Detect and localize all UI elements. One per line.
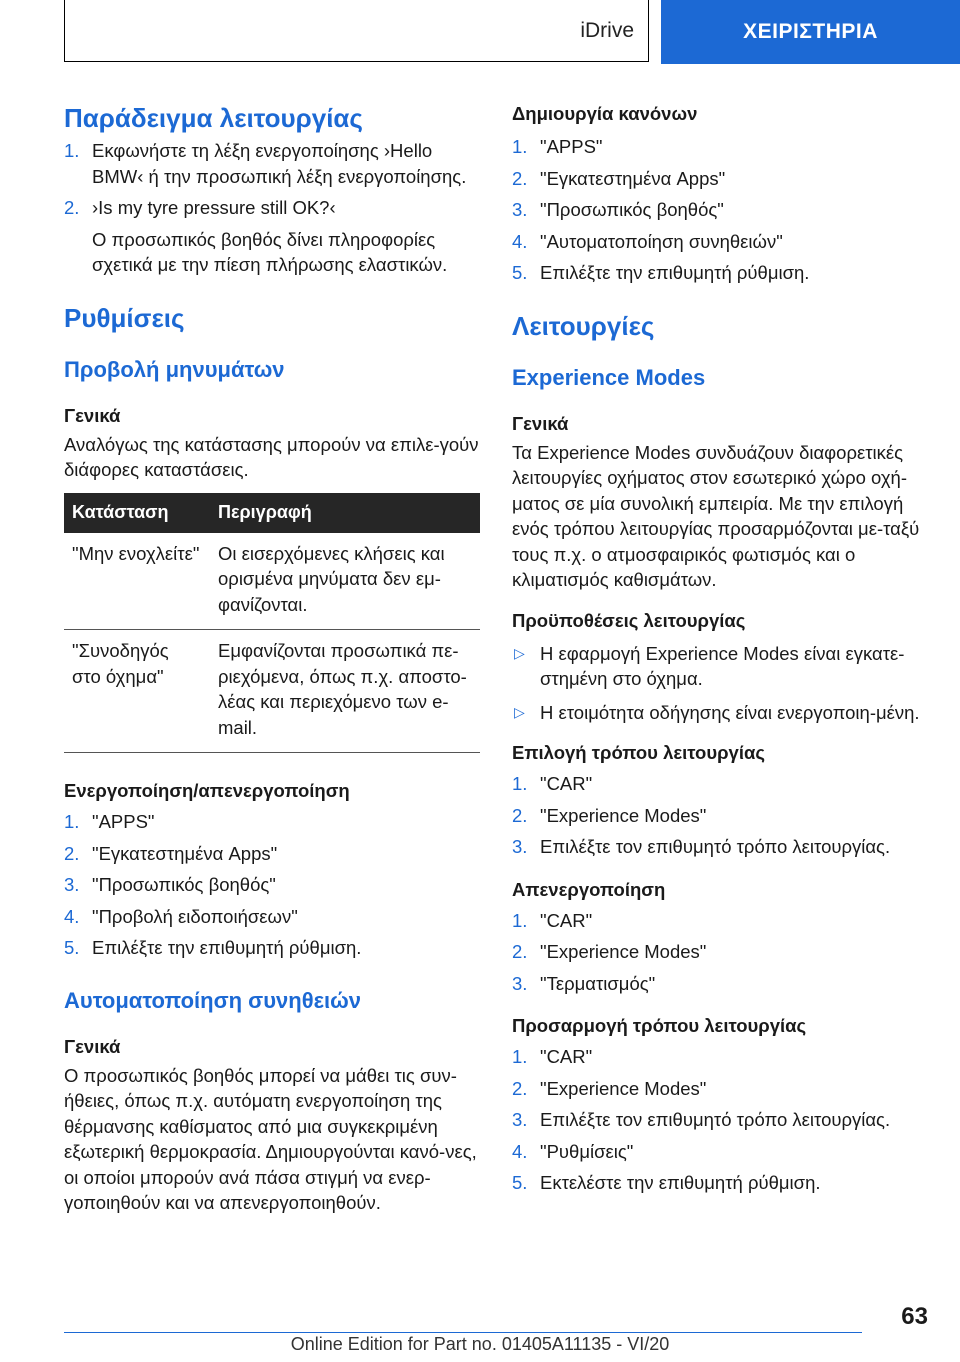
table-cell: "Συνοδηγός στο όχημα" — [64, 630, 210, 753]
list-item: 2. "Experience Modes" — [512, 941, 707, 962]
messages-heading: Προβολή μηνυμάτων — [64, 356, 285, 382]
rules-steps — [512, 134, 932, 286]
table-header: Περιγραφή — [210, 493, 480, 533]
deactivate-steps — [512, 908, 932, 997]
list-item: 2. "Εγκατεστημένα Apps" — [64, 842, 278, 864]
header-section — [64, 0, 649, 62]
deactivate-heading: Απενεργοποίηση — [512, 878, 666, 900]
experience-heading: Experience Modes — [512, 364, 706, 390]
right-column — [512, 100, 932, 1196]
list-item: 3. Επιλέξτε τον επιθυμητό τρόπο λειτουργίας. — [512, 1109, 891, 1130]
footer-edition: Online Edition for Part no. 01405A11135 - VI/20 — [290, 1334, 670, 1354]
triangle-bullet-icon: ▷ — [514, 703, 525, 720]
exp-general-text: Τα Experience Modes συνδυάζουν διαφορετικές λειτουργίες οχήματος στον εσωτερικό χώρο οχή-ματος σε μία συνολική εμπειρία. Με την επιλογή ενός τρόπου λειτουργίας προσαρμόζονται με-ταξύ τους π.χ. ο ατμοσφαιρικός φωτισμός και ο κλιματισμός καθισμάτων. — [512, 441, 920, 590]
list-item: 2. "Experience Modes" — [512, 1077, 707, 1099]
list-item: 4. "Προβολή ειδοποιήσεων" — [64, 905, 298, 927]
header-section-label: iDrive — [580, 18, 634, 42]
list-item: 1. "CAR" — [512, 1046, 593, 1067]
adjust-heading: Προσαρμογή τρόπου λειτουργίας — [512, 1015, 807, 1036]
triangle-bullet-icon: ▷ — [514, 644, 525, 661]
list-item: 2. "Experience Modes" — [512, 804, 707, 826]
prereq-heading: Προϋποθέσεις λειτουργίας — [512, 609, 746, 631]
table-header-row — [64, 493, 480, 533]
header-tab-label: ΧΕΙΡΙΣΤΗΡΙΑ — [743, 20, 878, 43]
example-heading: Παράδειγμα λειτουργίας — [64, 103, 363, 133]
table-header: Κατάσταση — [64, 493, 210, 533]
status-table — [64, 493, 480, 754]
list-item: ▷ Η εφαρμογή Experience Modes είναι εγκατε-στημένη στο όχημα. — [514, 642, 905, 689]
list-item: 1. "CAR" — [512, 773, 593, 794]
list-item: 4. "Ρυθμίσεις" — [512, 1140, 634, 1162]
habits-heading: Αυτοματοποίηση συνηθειών — [64, 987, 361, 1013]
exp-general-heading: Γενικά — [512, 412, 569, 434]
footer-divider — [64, 1332, 862, 1333]
functions-heading: Λειτουργίες — [512, 310, 655, 341]
table-cell: "Μην ενοχλείτε" — [64, 533, 210, 630]
activation-steps — [64, 809, 480, 961]
page-number: 63 — [901, 1303, 928, 1330]
habits-general-heading: Γενικά — [64, 1035, 121, 1057]
activation-heading: Ενεργοποίηση/απενεργοποίηση — [64, 780, 350, 801]
general-heading: Γενικά — [64, 404, 121, 426]
table-row — [64, 630, 480, 753]
example-steps — [64, 138, 480, 221]
select-heading: Επιλογή τρόπου λειτουργίας — [512, 742, 765, 763]
settings-heading: Ρυθμίσεις — [64, 302, 185, 333]
list-item: ▷ Η ετοιμότητα οδήγησης είναι ενεργοποιη-μένη. — [512, 700, 932, 726]
list-item: 3. "Προσωπικός βοηθός" — [64, 874, 276, 895]
list-item: 1. "APPS" — [512, 136, 603, 157]
general-text: Αναλόγως της κατάστασης μπορούν να επιλε-γούν διάφορες καταστάσεις. — [64, 433, 479, 480]
list-item: 3. "Προσωπικός βοηθός" — [512, 199, 724, 220]
rules-heading: Δημιουργία κανόνων — [512, 103, 698, 124]
header-tab — [661, 0, 960, 64]
example-note: Ο προσωπικός βοηθός δίνει πληροφορίες σχετικά με την πίεση πλήρωσης ελαστικών. — [92, 228, 448, 275]
list-item: 5. Εκτελέστε την επιθυμητή ρύθμιση. — [512, 1172, 821, 1193]
list-item: 1. "APPS" — [64, 811, 155, 832]
habits-text: Ο προσωπικός βοηθός μπορεί να μάθει τις συν-ήθειες, όπως π.χ. αυτόματη ενεργοποίηση της θέρμανσης καθίσματος από μια συγκεκριμένη εξωτερική θερμοκρασία. Δημιουργούνται κανό-νες, οι οποίοι μπορούν ανά πάσα στιγμή να ενερ-γοποιηθούν και να απενεργοποιηθούν. — [64, 1064, 477, 1213]
table-cell: Εμφανίζονται προσωπικά πε-ριεχόμενα, όπως π.χ. αποστο-λέας και περιεχόμενο των e-mail. — [210, 630, 480, 753]
list-item: 4. "Αυτοματοποίηση συνηθειών" — [512, 230, 783, 252]
list-item: 3. "Τερματισμός" — [512, 972, 656, 994]
list-item: 1. "CAR" — [512, 909, 593, 931]
list-item: 5. Επιλέξτε την επιθυμητή ρύθμιση. — [512, 262, 810, 283]
prereq-list — [512, 641, 932, 726]
select-steps — [512, 771, 932, 860]
left-column — [64, 100, 480, 1216]
list-item: 5. Επιλέξτε την επιθυμητή ρύθμιση. — [64, 937, 362, 958]
list-item: 1. Εκφωνήστε τη λέξη ενεργοποίησης ›Hello BMW‹ ή την προσωπική λέξη ενεργοποίησης. — [64, 140, 467, 187]
table-row — [64, 533, 480, 630]
list-item: 2. "Εγκατεστημένα Apps" — [512, 167, 726, 189]
adjust-steps — [512, 1044, 932, 1196]
list-item: 3. Επιλέξτε τον επιθυμητό τρόπο λειτουργίας. — [512, 836, 891, 857]
table-cell: Οι εισερχόμενες κλήσεις και ορισμένα μηνύματα δεν εμ-φανίζονται. — [210, 533, 480, 630]
list-item: 2. ›Is my tyre pressure still OK?‹ — [64, 197, 336, 218]
